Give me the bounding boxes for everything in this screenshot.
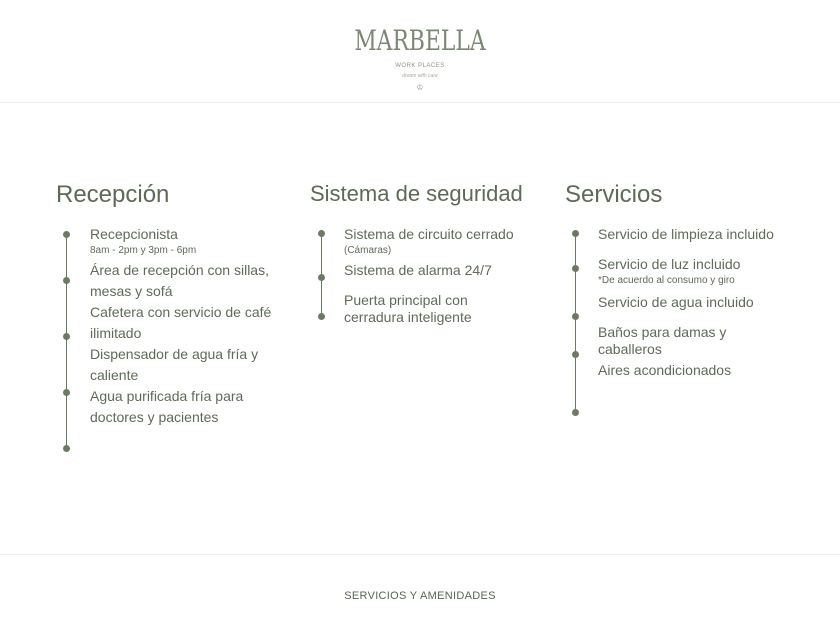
header: [0, 0, 840, 103]
timeline-dot: [572, 230, 579, 237]
timeline-dot: [63, 231, 70, 238]
list-item: [90, 224, 196, 257]
item-note: (Cámaras): [344, 245, 392, 256]
section-recepcion: [56, 181, 169, 209]
timeline-dot: [572, 265, 579, 272]
timeline-dot: [318, 230, 325, 237]
timeline-line: [575, 230, 576, 413]
section-title: Recepción: [56, 181, 170, 208]
brand-subtitle: WORK PLACES: [395, 63, 445, 69]
timeline-dot: [63, 333, 70, 340]
timeline-line: [66, 231, 67, 449]
list-item: Baños para damas y caballeros: [598, 324, 727, 357]
list-item: Cafetera con servicio de café ilimitado: [90, 304, 272, 341]
section-title: Sistema de seguridad: [310, 181, 523, 206]
item-note: *De acuerdo al consumo y giro: [598, 275, 735, 286]
list-item: Sistema de alarma 24/7: [344, 262, 492, 278]
section-title: Servicios: [565, 181, 663, 208]
list-item: Agua purificada fría para doctores y pacientes: [90, 388, 244, 425]
timeline-dot: [318, 313, 325, 320]
list-item: Servicio de agua incluido: [598, 294, 754, 310]
brand-mark-icon: ♔: [416, 83, 424, 92]
section-seguridad: [310, 181, 523, 207]
list-item: [344, 224, 514, 257]
section-servicios: [565, 181, 662, 209]
footer-label: SERVICIOS Y AMENIDADES: [344, 590, 496, 602]
list-item: Dispensador de agua fría y caliente: [90, 346, 259, 383]
timeline-dot: [63, 277, 70, 284]
timeline-dot: [572, 409, 579, 416]
item-text: Recepcionista: [90, 226, 178, 242]
item-text: Servicio de luz incluido: [598, 256, 741, 272]
timeline-dot: [63, 389, 70, 396]
timeline-dot: [63, 445, 70, 452]
footer: [0, 554, 840, 631]
list-item: Área de recepción con sillas, mesas y sofá: [90, 262, 269, 299]
list-item: Aires acondicionados: [598, 362, 732, 378]
timeline-dot: [318, 274, 325, 281]
timeline-dot: [572, 313, 579, 320]
brand-tagline: dream with care: [402, 73, 438, 79]
list-item: Servicio de limpieza incluido: [598, 226, 774, 242]
timeline-dot: [572, 351, 579, 358]
list-item: [598, 254, 740, 287]
item-text: Sistema de circuito cerrado: [344, 226, 514, 242]
item-note: 8am - 2pm y 3pm - 6pm: [90, 245, 197, 256]
brand-logo[interactable]: MARBELLA: [354, 24, 486, 57]
list-item: Puerta principal con cerradura inteligente: [344, 292, 472, 325]
